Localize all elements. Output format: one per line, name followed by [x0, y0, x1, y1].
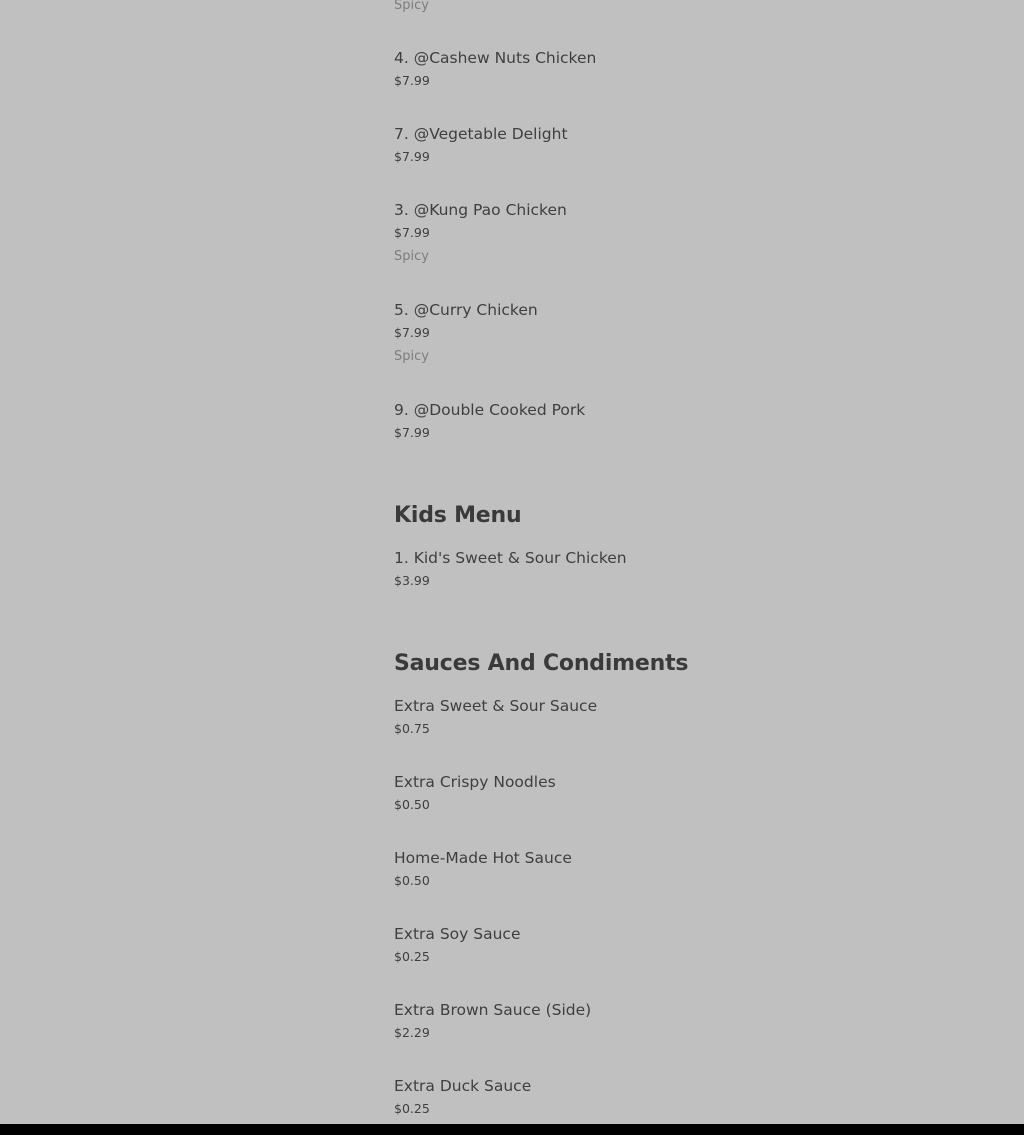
- item-tag-spicy: Spicy: [394, 349, 429, 364]
- item-price: $0.50: [394, 797, 430, 812]
- bottom-bar: [0, 1124, 1024, 1135]
- item-price: $2.29: [394, 1025, 430, 1040]
- item-price: $7.99: [394, 73, 430, 88]
- menu-item[interactable]: [394, 48, 954, 89]
- menu-item[interactable]: [394, 548, 954, 589]
- menu-item[interactable]: [394, 1000, 954, 1041]
- item-price: $0.25: [394, 1101, 430, 1116]
- item-name[interactable]: Home-Made Hot Sauce: [394, 849, 572, 867]
- item-name[interactable]: Extra Duck Sauce: [394, 1077, 532, 1095]
- item-price: $3.99: [394, 573, 430, 588]
- item-name[interactable]: 4. @Cashew Nuts Chicken: [394, 49, 597, 67]
- item-price: $7.99: [394, 149, 430, 164]
- item-name[interactable]: Extra Crispy Noodles: [394, 773, 556, 791]
- item-price: $0.25: [394, 949, 430, 964]
- section-title-kids-menu: Kids Menu: [394, 503, 522, 528]
- menu-item[interactable]: [394, 848, 954, 889]
- item-name[interactable]: 1. Kid's Sweet & Sour Chicken: [394, 549, 627, 567]
- item-name[interactable]: 3. @Kung Pao Chicken: [394, 201, 567, 219]
- menu-item[interactable]: [394, 400, 954, 441]
- item-price: $0.75: [394, 721, 430, 736]
- item-name[interactable]: 5. @Curry Chicken: [394, 301, 538, 319]
- item-tag-spicy: Spicy: [394, 249, 429, 264]
- menu-item[interactable]: [394, 1076, 954, 1117]
- menu-item[interactable]: [394, 696, 954, 737]
- item-price: $7.99: [394, 425, 430, 440]
- item-name[interactable]: 9. @Double Cooked Pork: [394, 401, 586, 419]
- menu-item[interactable]: [394, 772, 954, 813]
- menu-item[interactable]: [394, 300, 954, 365]
- item-name[interactable]: Extra Brown Sauce (Side): [394, 1001, 592, 1019]
- menu-item[interactable]: [394, 200, 954, 265]
- section-title-sauces: Sauces And Condiments: [394, 651, 689, 676]
- item-tag-spicy: Spicy: [394, 0, 429, 13]
- item-price: $7.99: [394, 325, 430, 340]
- item-name[interactable]: 7. @Vegetable Delight: [394, 125, 568, 143]
- item-name[interactable]: Extra Sweet & Sour Sauce: [394, 697, 598, 715]
- item-name[interactable]: Extra Soy Sauce: [394, 925, 521, 943]
- menu-item[interactable]: [394, 124, 954, 165]
- item-price: $0.50: [394, 873, 430, 888]
- menu-item[interactable]: [394, 924, 954, 965]
- item-price: $7.99: [394, 225, 430, 240]
